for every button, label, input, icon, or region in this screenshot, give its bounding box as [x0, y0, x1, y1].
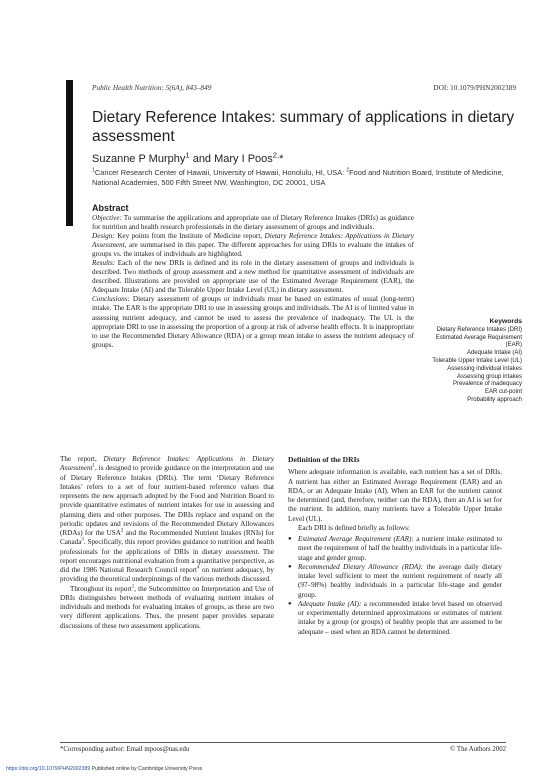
text-run: on nutrient adequacy, by providing the theoretical underpinnings of the various methods discussed. — [60, 566, 274, 584]
conclusions-label: Conclusions: — [92, 295, 130, 304]
published-online: Published online by Cambridge University Press — [90, 766, 203, 772]
author-2-sup: 2, — [272, 150, 280, 160]
list-item — [288, 535, 502, 563]
list-item — [288, 600, 502, 637]
definition-paragraph: Where adequate information is available, each nutrient has a set of DRIs. A nutrient has either an Estimated Average Requirement (EAR) and an RDA, or an Adequate Intake (AI). When an EAR for the nutrient cannot be determined (and, therefore, neither can the RDA), then an AI is set for the nutrient. In addition, many nutrients have a Tolerable Upper Intake Level (UL). — [288, 468, 502, 523]
journal-citation-line — [92, 83, 516, 92]
assessment-italic: assessment — [225, 547, 258, 556]
abstract-results — [92, 259, 414, 295]
keyword-item: Assessing group intakes — [456, 373, 522, 380]
intro-paragraph-2 — [60, 585, 274, 631]
text-run: Throughout its report — [70, 584, 132, 593]
keywords-box — [392, 318, 522, 405]
body-right-column — [288, 455, 502, 637]
doi-link[interactable]: https://doi.org/10.1079/PHN2002389 — [6, 766, 91, 772]
keyword-item: Tolerable Upper Intake Level (UL) — [432, 357, 522, 364]
ref-sup: 1 — [92, 463, 96, 469]
ref-sup: 3 — [81, 537, 84, 543]
affil-sup-2: 2 — [346, 167, 350, 174]
section-heading: Definition of the DRIs — [288, 455, 360, 464]
author-1-sup: 1 — [185, 150, 190, 160]
design-label: Design: — [92, 232, 115, 241]
corresponding-star: * — [279, 153, 284, 165]
abstract-objective — [92, 214, 414, 232]
design-report-title: Dietary Reference Intakes: Applications in Dietary Assessment — [92, 232, 414, 250]
list-item — [288, 563, 502, 600]
text-run: , the Subcommittee on Interpretation and Use of DRIs distinguishes between methods of evaluating nutrient intakes of individuals and methods for evaluating intakes of groups, as these are two very different applications. Thus, the present paper provides separate discussions of these two assessment applications. — [60, 584, 274, 630]
bullet-text: a nutrient intake estimated to meet the requirement of half the healthy individuals in a particular life-stage and gender group. — [298, 535, 502, 562]
affil-1: Cancer Research Center of Hawaii, University of Hawaii, Honolulu, HI, USA: — [94, 168, 347, 177]
bullet-label: Estimated Average Requirement (EAR): — [298, 535, 414, 543]
abstract-body — [92, 214, 414, 350]
results-text: Each of the new DRIs is defined and its role in the dietary assessment of groups and individuals is described. Two methods of group assessment and a new method for quantitative assessment of individuals are described. Illustrations are provided on appropriate use of the Estimated Average Requirement (EAR), the Adequate Intake (AI) and the Tolerable Upper Intake Level (UL) in dietary assessment. — [92, 259, 414, 295]
body-left-column — [60, 455, 274, 631]
results-label: Results: — [92, 259, 116, 268]
corresponding-author: *Corresponding author: Email mpoos@nas.edu — [60, 746, 190, 753]
copyright: © The Authors 2002 — [450, 746, 506, 753]
report-title-italic: Dietary Reference Intakes: Applications in Dietary Assessment — [60, 455, 274, 473]
objective-label: Objective: — [92, 214, 122, 222]
bullet-text: the average daily dietary intake level sufficient to meet the nutrient requirement of nearly all (97–98%) healthy individuals in a particular life-stage and gender group. — [298, 562, 502, 599]
keywords-heading: Keywords — [489, 318, 522, 325]
doi-label: DOI: 10.1079/PHN2002389 — [433, 83, 516, 92]
keyword-item: Estimated Average Requirement — [435, 334, 522, 341]
intro-paragraph-1 — [60, 455, 274, 585]
affil-sup-1: 1 — [92, 167, 95, 174]
text-run: . Specifically, this report provides guidance to nutrition and health professionals for the applications of DRIs in dietary — [60, 538, 274, 556]
keyword-item: (EAR) — [505, 342, 522, 349]
keyword-item: Dietary Reference Intakes (DRI) — [436, 326, 522, 333]
ref-sup: 2 — [120, 528, 124, 534]
ref-sup: 4 — [197, 565, 200, 571]
design-text-a: Key points from the Institute of Medicine report, — [114, 232, 265, 241]
text-run: , is designed to provide guidance on the interpretation and use of Dietary Reference Intakes (DRIs). The term ‘Dietary Reference Intakes’ refers to a set of four nutrient-based reference values that represents the new approach adopted by the Food and Nutrition Board to provide quantitative estimates of nutrient intakes for use in assessing and planning diets and other purposes. The DRIs replace and expand on the periodic updates and revisions of the Recommended Dietary Allowances (RDAs) for the USA — [60, 464, 274, 537]
keyword-item: Prevalence of inadequacy — [452, 381, 522, 388]
abstract-heading: Abstract — [92, 203, 129, 213]
article-title: Dietary Reference Intakes: summary of applications in dietary assessment — [92, 109, 515, 145]
footnote-divider — [60, 742, 506, 743]
footnote — [60, 746, 506, 753]
keyword-item: Adequate Intake (AI) — [466, 350, 522, 357]
publisher-line — [6, 766, 202, 772]
bullet-label: Recommended Dietary Allowance (RDA): — [298, 562, 423, 571]
keyword-item: Assessing individual intakes — [447, 365, 522, 372]
abstract-conclusions — [92, 295, 414, 349]
bullet-text: a recommended intake level based on observed or experimentally determined approximations or estimates of nutrient intake by a group (or groups) of healthy people that are assumed to be adequate – used when an RDA cannot be determined. — [298, 599, 502, 636]
ref-sup: 1 — [131, 584, 135, 590]
affil-2: Food and Nutrition Board, Institute of Medicine, National Academies, 500 Fifth Street NW, Washington, DC 20001, USA — [92, 168, 504, 187]
keyword-item: Probability approach — [467, 396, 522, 403]
sidebar-bar — [66, 80, 73, 226]
author-line — [92, 150, 284, 165]
text-run: The report, — [60, 455, 104, 463]
dri-definition-list — [288, 535, 502, 637]
affiliations — [92, 168, 522, 187]
design-text-b: , are summarised in this paper. The different approaches for using DRIs to evaluate the intakes of groups vs. the intakes of individuals are highlighted. — [92, 241, 414, 259]
abstract-design — [92, 232, 414, 259]
author-2: and Mary I Poos — [189, 153, 273, 165]
conclusions-text: Dietary assessment of groups or individuals must be based on estimates of usual (long-term) intake. The EAR is the appropriate DRI to use in assessing groups and individuals. The AI is of limited value in assessing nutrient adequacy, and cannot be used to assess the prevalence of inadequacy. The UL is the appropriate DRI to use in assessing the proportion of a group at risk of adverse health effects. It is inappropriate to use the Recommended Dietary Allowance (RDA) or a group mean intake to assess the nutrient adequacy of groups. — [92, 295, 414, 349]
keyword-item: EAR cut-point — [484, 389, 522, 396]
journal-citation: Public Health Nutrition: 5(6A), 843–849 — [92, 83, 212, 92]
text-run: . The report encourages nutritional evaluation from a quantitative perspective, as did the 1986 National Research Council report — [60, 547, 275, 574]
bullet-label: Adequate Intake (AI): — [298, 599, 362, 608]
definition-intro: Each DRI is defined briefly as follows: — [298, 523, 410, 532]
objective-text: To summarise the applications and appropriate use of Dietary Reference Intakes (DRIs) as guidance for nutrition and health research professionals in the dietary assessment of groups and individuals. — [92, 214, 414, 232]
text-run: and the Recommended Nutrient Intakes (RNIs) for Canada — [60, 529, 274, 547]
author-1: Suzanne P Murphy — [92, 153, 186, 165]
